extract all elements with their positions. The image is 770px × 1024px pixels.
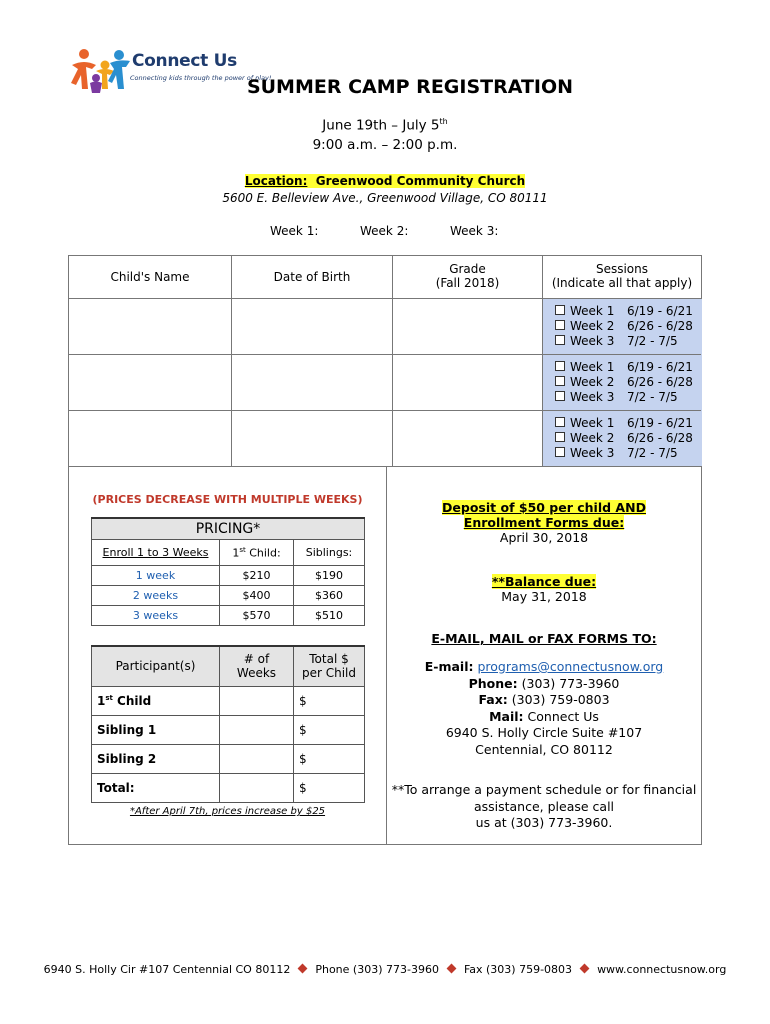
child-1-sessions — [555, 304, 614, 349]
pricing-head-siblings: Siblings: — [294, 540, 365, 566]
footer-fax: Fax (303) 759-0803 — [463, 963, 573, 976]
session-checkbox[interactable]: Week 3 — [555, 334, 614, 349]
session-checkbox[interactable]: Week 3 — [555, 390, 614, 405]
registration-box — [68, 255, 702, 845]
session-checkbox[interactable]: Week 1 — [555, 416, 614, 431]
contact-fax: (303) 759-0803 — [511, 692, 610, 707]
col-sessions: Sessions (Indicate all that apply) — [551, 262, 693, 290]
child-3-name-field[interactable] — [69, 411, 231, 466]
child-3-dob-field[interactable] — [232, 411, 392, 466]
part-total-field[interactable]: $ — [294, 744, 365, 773]
session-checkbox[interactable]: Week 2 — [555, 431, 614, 446]
mail-city: Centennial, CO 80112 — [475, 741, 613, 757]
part-first-child: 1st Child — [92, 686, 220, 715]
logo-tagline: Connecting kids through the power of play! — [130, 74, 272, 82]
pricing-first: $400 — [220, 586, 294, 606]
price-notice: (PRICES DECREASE WITH MULTIPLE WEEKS) — [92, 493, 363, 506]
part-weeks-field[interactable] — [220, 773, 294, 802]
pricing-sibling: $510 — [294, 606, 365, 626]
location-name: Greenwood Community Church — [315, 174, 526, 188]
contact-phone: (303) 773-3960 — [521, 675, 620, 691]
balance-block — [387, 574, 701, 604]
child-1-grade-field[interactable] — [393, 299, 542, 354]
location-label: Location: — [244, 174, 308, 188]
child-3-grade-field[interactable] — [393, 411, 542, 466]
child-2-session-dates: 6/19 - 6/21 6/26 - 6/28 7/2 - 7/5 — [627, 360, 693, 404]
forms-title: E-MAIL, MAIL or FAX FORMS TO: — [431, 631, 657, 646]
part-total-field[interactable]: $ — [294, 715, 365, 744]
part-weeks-field[interactable] — [220, 715, 294, 744]
child-2-sessions — [555, 360, 614, 405]
camp-dates: June 19th – July 5th — [322, 117, 448, 134]
mail-street: 6940 S. Holly Circle Suite #107 — [445, 725, 643, 740]
child-2-name-field[interactable] — [69, 355, 231, 410]
mail-name: Connect Us — [527, 708, 599, 724]
logo-brand: Connect Us — [132, 51, 237, 71]
col-date-of-birth: Date of Birth — [273, 270, 351, 284]
part-total: Total: — [92, 773, 220, 802]
location-line — [0, 174, 770, 188]
pricing-first: $210 — [220, 566, 294, 586]
deposit-line-2: Enrollment Forms due: — [463, 515, 625, 530]
price-increase-note: *After April 7th, prices increase by $25 — [129, 806, 326, 817]
balance-label: **Balance due: — [491, 574, 597, 589]
session-checkbox[interactable]: Week 1 — [555, 360, 614, 375]
part-head-weeks: # of Weeks — [220, 646, 294, 686]
deposit-block — [387, 500, 701, 545]
pricing-sibling: $190 — [294, 566, 365, 586]
footer — [0, 963, 770, 976]
session-checkbox[interactable]: Week 2 — [555, 375, 614, 390]
child-3-sessions — [555, 416, 614, 461]
footer-phone: Phone (303) 773-3960 — [315, 963, 439, 976]
child-2-dob-field[interactable] — [232, 355, 392, 410]
week-2-label: Week 2: — [360, 224, 409, 238]
col-grade: Grade (Fall 2018) — [435, 262, 500, 290]
pricing-weeks: 1 week — [92, 566, 220, 586]
part-head-participant: Participant(s) — [92, 646, 220, 686]
diamond-icon — [447, 964, 457, 974]
balance-date: May 31, 2018 — [501, 589, 587, 604]
week-3-label: Week 3: — [450, 224, 499, 238]
contact-block: E-mail: programs@connectusnow.org Phone: (303) 773-3960 Fax: (303) 759-0803 Mail: Connect Us 6940 S. Holly Circle Suite #107 Centennial, CO 80112 — [387, 659, 701, 758]
pricing-head-enroll: Enroll 1 to 3 Weeks — [102, 546, 209, 559]
pricing-title: PRICING* — [92, 518, 365, 540]
session-checkbox[interactable]: Week 1 — [555, 304, 614, 319]
pricing-first: $570 — [220, 606, 294, 626]
child-2-grade-field[interactable] — [393, 355, 542, 410]
pricing-weeks: 3 weeks — [92, 606, 220, 626]
week-1-label: Week 1: — [270, 224, 319, 238]
col-childs-name: Child's Name — [110, 270, 190, 284]
pricing-sibling: $360 — [294, 586, 365, 606]
part-head-total: Total $ per Child — [294, 646, 365, 686]
part-weeks-field[interactable] — [220, 744, 294, 773]
participants-table — [91, 645, 365, 803]
deposit-date: April 30, 2018 — [499, 530, 589, 545]
page-title: SUMMER CAMP REGISTRATION — [246, 76, 574, 98]
child-3-session-dates: 6/19 - 6/21 6/26 - 6/28 7/2 - 7/5 — [627, 416, 693, 460]
session-checkbox[interactable]: Week 2 — [555, 319, 614, 334]
child-1-dob-field[interactable] — [232, 299, 392, 354]
location-address: 5600 E. Belleview Ave., Greenwood Village, CO 80111 — [222, 191, 548, 205]
part-total-field[interactable]: $ — [294, 686, 365, 715]
part-weeks-field[interactable] — [220, 686, 294, 715]
camp-hours: 9:00 a.m. – 2:00 p.m. — [312, 137, 458, 153]
child-1-name-field[interactable] — [69, 299, 231, 354]
deposit-line-1: Deposit of $50 per child AND — [442, 500, 646, 515]
part-sibling-2: Sibling 2 — [92, 744, 220, 773]
financial-assistance: **To arrange a payment schedule or for financial assistance, please call us at (303) 773-3960. — [391, 782, 697, 830]
child-1-session-dates: 6/19 - 6/21 6/26 - 6/28 7/2 - 7/5 — [627, 304, 693, 348]
session-checkbox[interactable]: Week 3 — [555, 446, 614, 461]
pricing-table — [91, 517, 365, 626]
pricing-head-first: 1st Child: — [220, 540, 294, 566]
footer-address: 6940 S. Holly Cir #107 Centennial CO 80112 — [43, 963, 291, 976]
email-link[interactable]: programs@connectusnow.org — [477, 659, 664, 674]
pricing-weeks: 2 weeks — [92, 586, 220, 606]
footer-website[interactable]: www.connectusnow.org — [597, 963, 727, 976]
part-grand-total-field[interactable]: $ — [294, 773, 365, 802]
diamond-icon — [580, 964, 590, 974]
diamond-icon — [298, 964, 308, 974]
part-sibling-1: Sibling 1 — [92, 715, 220, 744]
